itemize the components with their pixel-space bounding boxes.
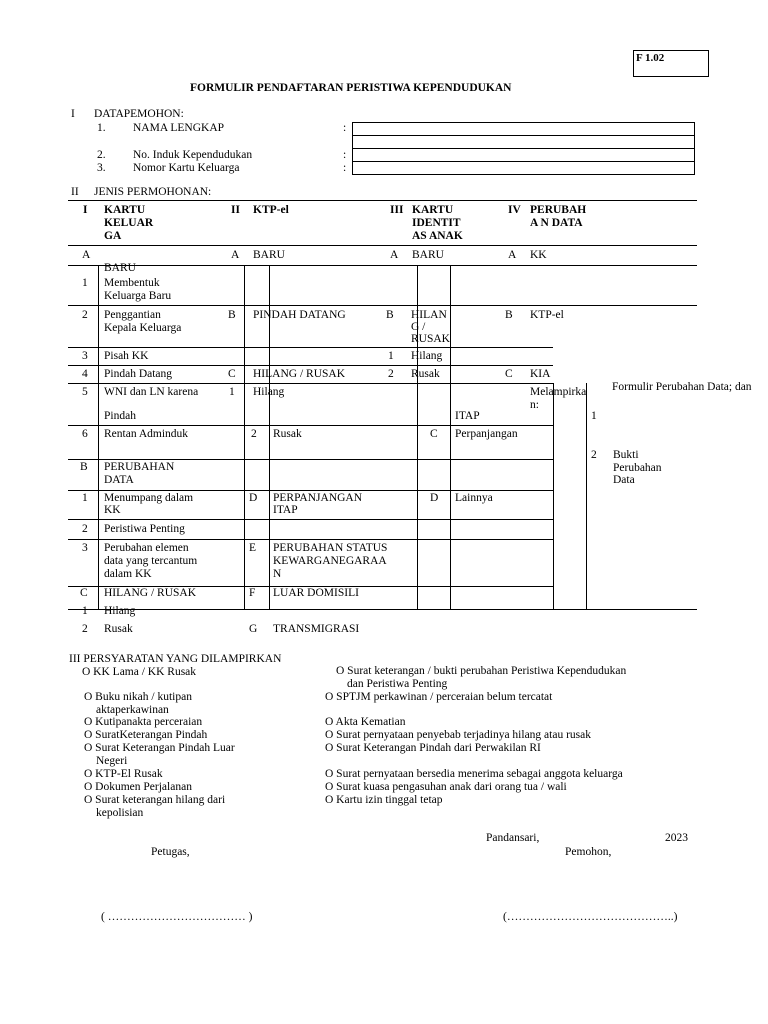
header-roman-4: IV — [508, 204, 521, 216]
kia-letter-c: C — [430, 428, 438, 440]
table-rule — [68, 365, 553, 366]
nik-field[interactable] — [352, 148, 695, 162]
field-nik-label: No. Induk Kependudukan — [133, 149, 253, 161]
ktp-baru: BARU — [253, 249, 285, 261]
signature-year: 2023 — [665, 832, 688, 844]
ktp-c-item-rusak: Rusak — [273, 428, 302, 440]
req-right-item: O SPTJM perkawinan / perceraian belum tercatat — [325, 691, 553, 703]
field1-num: 1. — [97, 122, 106, 134]
kk-item-num: 3 — [82, 350, 88, 362]
kk-perubahan-data: PERUBAHAN DATA — [104, 461, 175, 486]
ktp-letter-d: D — [249, 492, 258, 504]
kk-field[interactable] — [352, 161, 695, 175]
table-rule — [68, 539, 553, 540]
name-field[interactable] — [352, 122, 695, 136]
kk-hilang-rusak: HILANG / RUSAK — [104, 587, 196, 599]
kia-letter-d: D — [430, 492, 439, 504]
req-right-item: O Surat Keterangan Pindah dari Perwakilan RI — [325, 742, 541, 754]
req-right-item: O Kartu izin tinggal tetap — [325, 794, 443, 806]
ktp-c-item-num: 2 — [251, 428, 257, 440]
kk-item-wni-cont: Pindah — [104, 410, 136, 422]
pd-item-formulir: Formulir Perubahan Data; dan — [612, 381, 752, 393]
table-rule — [68, 245, 697, 246]
header-perubahan-data: PERUBAH A N DATA — [530, 204, 587, 229]
req-right-item: O Surat kuasa pengasuhan anak dari orang tua / wali — [325, 781, 567, 793]
pd-kia: KIA — [530, 368, 551, 380]
ktp-letter-a: A — [231, 249, 240, 261]
table-rule — [68, 383, 553, 384]
kk-item-num: 6 — [82, 428, 88, 440]
field-name-colon: : — [343, 122, 347, 134]
kk-b-item-menumpang: Menumpang dalam KK — [104, 492, 194, 516]
req-right-item: O Surat pernyataan penyebab terjadinya hilang atau rusak — [325, 729, 591, 741]
req-left-item: O KTP-El Rusak — [84, 768, 163, 780]
table-rule — [68, 459, 553, 460]
kia-b-item-rusak: Rusak — [411, 368, 440, 380]
field-nik-colon: : — [343, 149, 347, 161]
name-field-line2[interactable] — [352, 135, 695, 149]
table-rule-vertical — [553, 383, 554, 609]
ktp-perubahan-status: PERUBAHAN STATUS KEWARGANEGARAA N — [273, 542, 388, 580]
section2-num: II — [71, 186, 79, 198]
kk-item-rentan: Rentan Adminduk — [104, 428, 189, 440]
kk-b-item-peristiwa: Peristiwa Penting — [104, 523, 185, 535]
req-left-item: O Surat keterangan hilang dari kepolisian — [84, 794, 226, 819]
kk-item-num: 1 — [82, 277, 88, 289]
kk-letter-a: A — [82, 249, 91, 261]
ktp-hilang-rusak: HILANG / RUSAK — [253, 368, 345, 380]
table-border-bottom — [68, 609, 697, 610]
table-rule — [68, 347, 553, 348]
table-rule — [68, 425, 553, 426]
table-rule — [68, 265, 697, 266]
table-rule — [68, 305, 697, 306]
section3-heading: III PERSYARATAN YANG DILAMPIRKAN — [69, 653, 282, 665]
ktp-letter-g: G — [249, 623, 258, 635]
header-roman-2: II — [231, 204, 240, 216]
kk-baru: BARU — [104, 262, 136, 274]
pd-ktp-el: KTP-el — [530, 309, 564, 321]
applicant-label: Pemohon, — [565, 846, 612, 858]
section1-title: DATAPEMOHON: — [94, 108, 184, 120]
kk-item-num: 4 — [82, 368, 88, 380]
kk-b-item-num: 1 — [82, 492, 88, 504]
kk-item-num: 2 — [82, 309, 88, 321]
officer-label: Petugas, — [151, 846, 190, 858]
ktp-c-item-hilang: Hilang — [253, 386, 285, 398]
ktp-perpanjangan-itap: PERPANJANGAN ITAP — [273, 492, 363, 516]
kk-c-item-hilang: Hilang — [104, 605, 136, 617]
kk-letter-c: C — [80, 587, 88, 599]
kk-b-item-perubahan-elemen: Perubahan elemen data yang tercantum dalam KK — [104, 542, 198, 580]
pd-letter-a: A — [508, 249, 517, 261]
req-right-item: O Akta Kematian — [325, 716, 406, 728]
kk-c-item-num: 1 — [82, 605, 88, 617]
section2-title: JENIS PERMOHONAN: — [94, 186, 212, 198]
table-rule-vertical — [244, 265, 245, 609]
header-ktp-el: KTP-el — [253, 204, 289, 216]
form-code-box — [633, 50, 709, 77]
req-right-item: O Surat keterangan / bukti perubahan Peristiwa Kependudukan dan Peristiwa Penting — [336, 665, 627, 690]
kk-item-pindah-datang: Pindah Datang — [104, 368, 173, 380]
field2-num: 2. — [97, 149, 106, 161]
kk-b-item-num: 2 — [82, 523, 88, 535]
table-rule — [68, 490, 553, 491]
form-title: FORMULIR PENDAFTARAN PERISTIWA KEPENDUDUKAN — [190, 82, 512, 94]
pd-kk: KK — [530, 249, 547, 261]
field-kk-label: Nomor Kartu Keluarga — [133, 162, 240, 174]
ktp-letter-c: C — [228, 368, 236, 380]
kk-c-item-num: 2 — [82, 623, 88, 635]
ktp-pindah-datang: PINDAH DATANG — [253, 309, 346, 321]
kia-perpanjangan: Perpanjangan — [455, 428, 518, 440]
table-rule-vertical — [450, 265, 451, 609]
table-rule-vertical — [98, 265, 99, 609]
applicant-signature-blank: (……………………………………..) — [503, 911, 678, 923]
signature-place: Pandansari, — [486, 832, 540, 844]
pd-melampirkan: Melampirka n: — [530, 386, 587, 411]
kk-letter-b: B — [80, 461, 88, 473]
header-roman-1: I — [83, 204, 88, 216]
req-left-item: O SuratKeterangan Pindah — [84, 729, 208, 741]
form-code: F 1.02 — [636, 52, 665, 64]
kia-hilang-rusak: HILAN G / RUSAK — [411, 309, 450, 345]
kk-item-penggantian: Penggantian Kepala Keluarga — [104, 309, 182, 334]
req-left-item: O KK Lama / KK Rusak — [82, 666, 197, 678]
kk-item-wni: WNI dan LN karena — [104, 386, 199, 398]
header-roman-3: III — [390, 204, 404, 216]
pd-item-num: 2 — [591, 449, 597, 461]
ktp-letter-e: E — [249, 542, 257, 554]
req-left-item: O Surat Keterangan Pindah Luar Negeri — [84, 742, 235, 767]
ktp-luar-domisili: LUAR DOMISILI — [273, 587, 359, 599]
kia-itap: ITAP — [455, 410, 480, 422]
pd-letter-b: B — [505, 309, 513, 321]
req-left-item: O Buku nikah / kutipan aktaperkawinan — [84, 691, 192, 716]
field-name-label: NAMA LENGKAP — [133, 122, 225, 134]
ktp-letter-f: F — [249, 587, 256, 599]
ktp-c-item-num: 1 — [229, 386, 235, 398]
kia-letter-a: A — [390, 249, 399, 261]
kia-b-item-hilang: Hilang — [411, 350, 443, 362]
kia-baru: BARU — [412, 249, 444, 261]
kia-lainnya: Lainnya — [455, 492, 493, 504]
kia-b-item-num: 2 — [388, 368, 394, 380]
ktp-letter-b: B — [228, 309, 236, 321]
kk-item-pisah: Pisah KK — [104, 350, 149, 362]
req-left-item: O Dokumen Perjalanan — [84, 781, 192, 793]
header-kartu-keluarga: KARTU KELUAR GA — [104, 204, 154, 242]
field3-num: 3. — [97, 162, 106, 174]
kk-c-item-rusak: Rusak — [104, 623, 133, 635]
officer-signature-blank: ( ……………………………… ) — [101, 911, 253, 923]
pd-item-bukti: Bukti Perubahan Data — [613, 449, 662, 486]
kk-item-num: 5 — [82, 386, 88, 398]
field-kk-colon: : — [343, 162, 347, 174]
req-left-item: O Kutipanakta perceraian — [84, 716, 203, 728]
pd-item-num: 1 — [591, 410, 597, 422]
section1-num: I — [71, 108, 75, 120]
header-kartu-identitas-anak: KARTU IDENTIT AS ANAK — [412, 204, 463, 242]
kia-letter-b: B — [386, 309, 394, 321]
kk-b-item-num: 3 — [82, 542, 88, 554]
req-right-item: O Surat pernyataan bersedia menerima sebagai anggota keluarga — [325, 768, 623, 780]
table-border-top — [68, 200, 697, 201]
kia-b-item-num: 1 — [388, 350, 394, 362]
ktp-transmigrasi: TRANSMIGRASI — [273, 623, 360, 635]
table-rule — [68, 519, 553, 520]
kk-item-membentuk: Membentuk Keluarga Baru — [104, 277, 172, 302]
pd-letter-c: C — [505, 368, 513, 380]
table-rule-vertical — [586, 383, 587, 609]
